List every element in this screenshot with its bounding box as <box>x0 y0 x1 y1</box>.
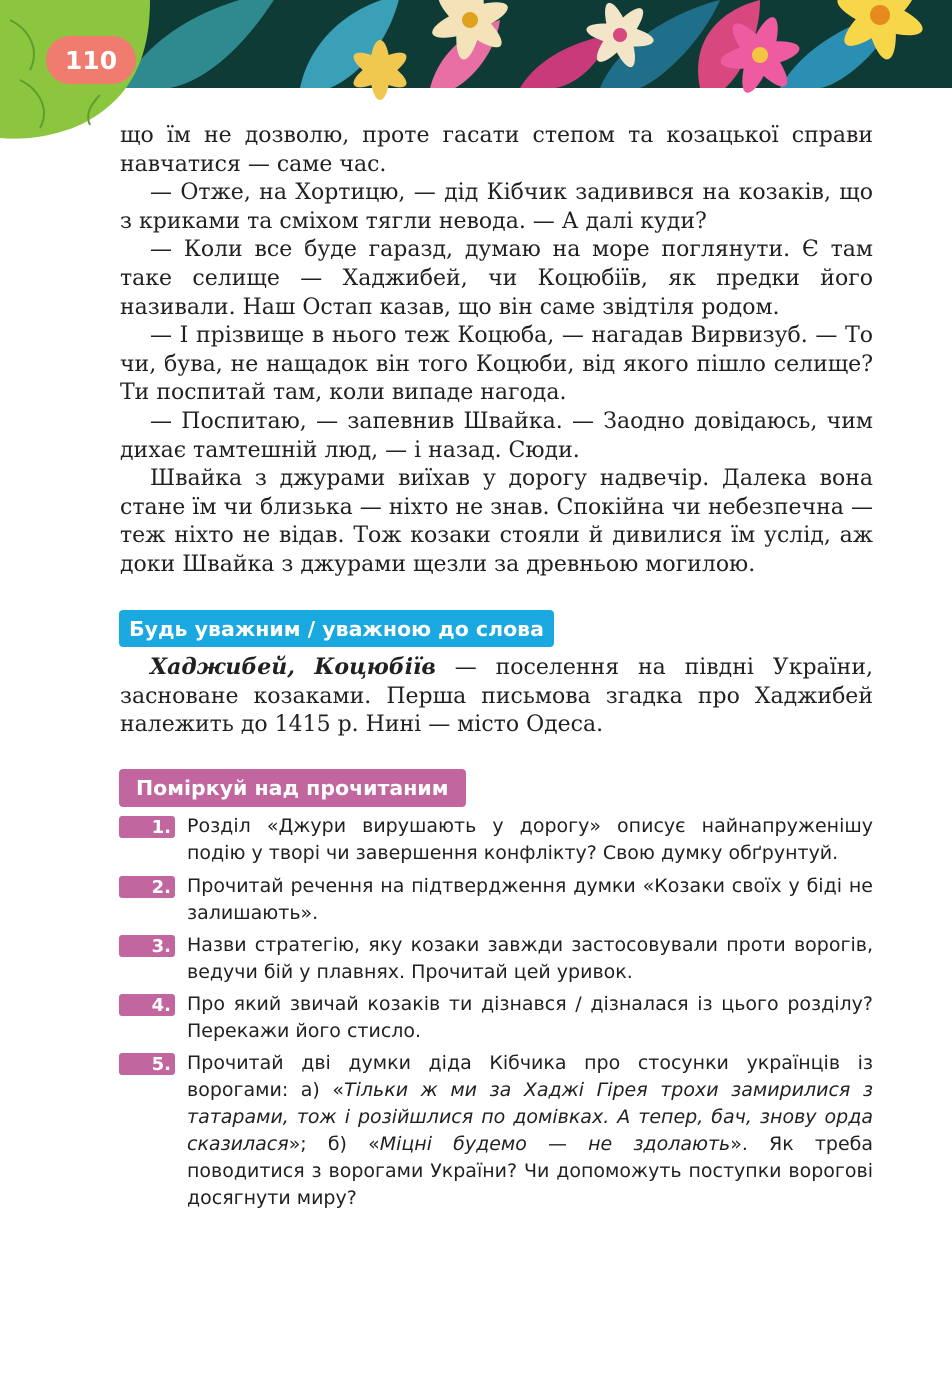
question-number: 1. <box>119 816 175 838</box>
question-number: 5. <box>119 1053 175 1075</box>
question-number: 4. <box>119 994 175 1016</box>
question-item <box>119 932 873 986</box>
story-paragraph: — Поспитаю, — запевнив Швайка. — Заодно довідаюсь, чим дихає тамтешній люд, — і назад. Сюди. <box>120 408 873 463</box>
story-text <box>120 122 873 580</box>
page-number-badge: 110 <box>46 36 136 84</box>
question-text: Назви стратегію, яку козаки завжди застосовували проти ворогів, ведучи бій у плавнях. Прочитай цей уривок. <box>187 934 873 983</box>
question-text: Про який звичай козаків ти дізнався / дізналася із цього розділу? Перекажи його стисло. <box>187 993 873 1042</box>
quote-text: Міцні будемо — не здолають <box>379 1133 731 1155</box>
vocabulary-term: Хаджибей, Коцюбіїв <box>150 654 436 680</box>
story-paragraph: — Коли все буде гаразд, думаю на море поглянути. Є там таке селище — Хаджибей, чи Коцюбіїв, як предки його називали. Наш Остап казав, що він саме звідтіля родом. <box>120 237 873 320</box>
vocabulary-definition <box>120 653 873 740</box>
reflection-heading: Поміркуй над прочитаним <box>119 769 466 807</box>
vocabulary-heading: Будь уважним / уважною до слова <box>119 610 554 647</box>
question-text <box>187 1050 873 1212</box>
question-item <box>119 1050 873 1212</box>
question-text-part: »; б) « <box>288 1133 380 1155</box>
story-paragraph: Швайка з джурами виїхав у дорогу надвечір. Далека вона стане їм чи близька — ніхто не знав. Спокійна чи небезпечна — теж ніхто не відав. Тож козаки стояли й дивилися їм услід, аж доки Швайка з джурами щезли за древньою могилою. <box>120 466 873 577</box>
question-item <box>119 873 873 927</box>
story-paragraph: що їм не дозволю, проте гасати степом та козацької справи навчатися — саме час. <box>120 123 873 177</box>
question-text: Прочитай речення на підтвердження думки «Козаки своїх у біді не залишають». <box>187 875 873 924</box>
story-paragraph: — І прізвище в нього теж Коцюба, — нагадав Вирвизуб. — То чи, бува, не нащадок він того Коцюби, від якого пішло селище? Ти поспитай там, коли випаде нагода. <box>120 323 873 406</box>
story-paragraph: — Отже, на Хортицю, — дід Кібчик задивився на козаків, що з криками та сміхом тягли невода. — А далі куди? <box>120 180 873 234</box>
question-text: Розділ «Джури вирушають у дорогу» описує найнапруженішу подію у творі чи завершення конфлікту? Свою думку обґрунтуй. <box>187 815 873 864</box>
question-item <box>119 813 873 867</box>
question-text-part: Прочитай дві думки діда Кібчика про стосунки українців із ворогами: а) « <box>187 1052 873 1101</box>
question-text-part: ». Як треба поводитися з ворогами України? Чи допоможуть поступки ворогові досягнути миру? <box>187 1133 874 1209</box>
question-item <box>119 991 873 1045</box>
question-number: 2. <box>119 876 175 898</box>
question-list <box>119 813 873 1212</box>
quote-text: Тільки ж ми за Хаджі Гірея трохи замирилися з татарами, тож і розійшлися по домівках. А тепер, бач, знову орда сказилася <box>187 1079 873 1155</box>
floral-header-illustration <box>0 0 952 140</box>
vocabulary-definition-text: — поселення на півдні України, засноване козаками. Перша письмова згадка про Хаджибей належить до 1415 р. Нині — місто Одеса. <box>120 655 874 738</box>
question-number: 3. <box>119 935 175 957</box>
